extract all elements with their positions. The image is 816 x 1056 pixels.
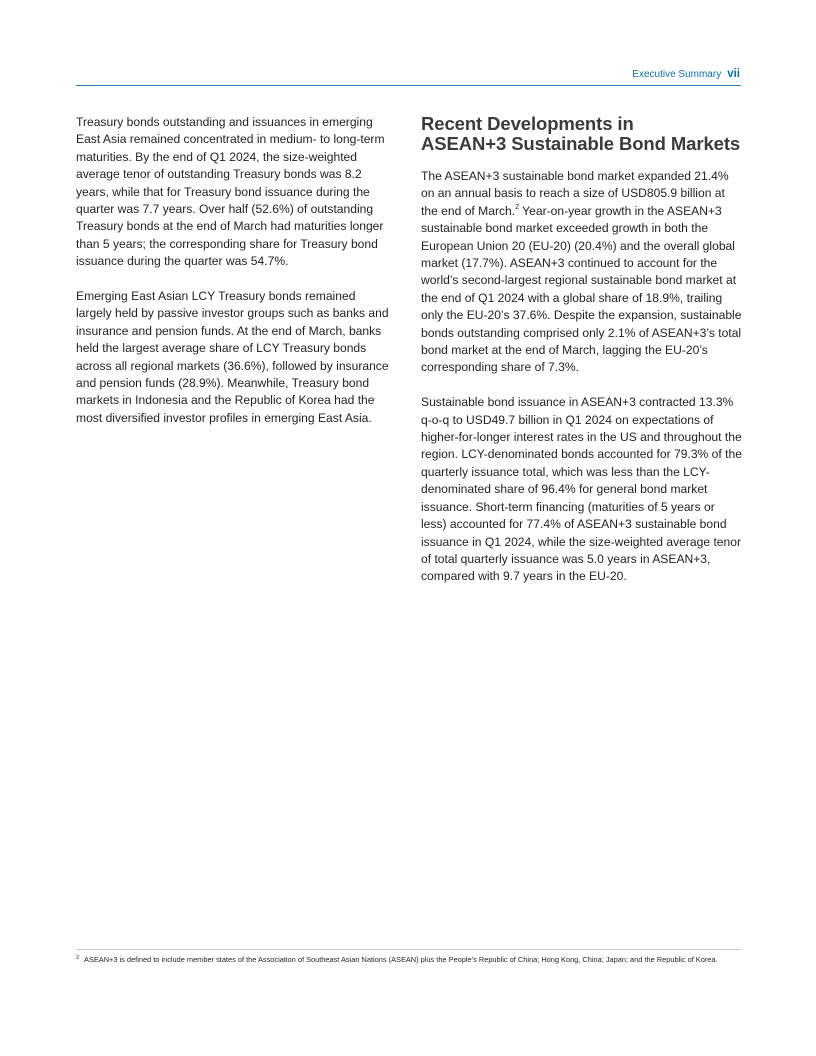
right-column	[421, 114, 743, 603]
section-heading	[421, 114, 743, 154]
running-header-section: Executive Summary	[632, 69, 722, 80]
right-paragraph-1-text-b: Year-on-year growth in the ASEAN+3 sustainable bond market exceeded growth in both the European Union 20 (EU-20) (20.4%) and the overall global market (17.7%). ASEAN+3 continued to account for the world’s second-largest regional sustainable bond market at the end of Q1 2024 with a global share of 18.9%, trailing only the EU-20’s 37.6%. Despite the expansion, sustainable bonds outstanding comprised only 2.1% of ASEAN+3’s total bond market at the end of March, lagging the EU-20’s corresponding share of 7.3%.	[421, 203, 742, 375]
footnote-mark: 2	[76, 955, 80, 961]
right-paragraph-1	[421, 168, 743, 377]
left-column	[76, 114, 390, 445]
section-heading-line-2: ASEAN+3 Sustainable Bond Markets	[421, 133, 741, 154]
running-header	[632, 68, 740, 80]
page-number: vii	[727, 68, 740, 80]
left-paragraph-2: Emerging East Asian LCY Treasury bonds remained largely held by passive investor groups such as banks and insurance and pension funds. At the end of March, banks held the largest average share of LCY Treasury bonds across all regional markets (36.6%), followed by insurance and pension funds (28.9%). Meanwhile, Treasury bond markets in Indonesia and the Republic of Korea had the most diversified investor profiles in emerging East Asia.	[76, 289, 389, 425]
footnote-rule	[76, 949, 741, 950]
footnote	[76, 955, 726, 965]
left-paragraph-1: Treasury bonds outstanding and issuances in emerging East Asia remained concentrated in medium- to long-term maturities. By the end of Q1 2024, the size-weighted average tenor of outstanding Treasury bonds was 8.2 years, while that for Treasury bond issuance during the quarter was 7.7 years. Over half (52.6%) of outstanding Treasury bonds at the end of March had maturities longer than 5 years; the corresponding share for Treasury bond issuance during the quarter was 54.7%.	[76, 115, 385, 269]
right-paragraph-2: Sustainable bond issuance in ASEAN+3 contracted 13.3% q-o-q to USD49.7 billion in Q1 2024 on expectations of higher-for-longer interest rates in the US and throughout the region. LCY-denominated bonds accounted for 79.3% of the quarterly issuance total, which was less than the LCY-denominated share of 96.4% for general bond market issuance. Short-term financing (maturities of 5 years or less) accounted for 77.4% of ASEAN+3 sustainable bond issuance in Q1 2024, while the size-weighted average tenor of total quarterly issuance was 5.0 years in ASEAN+3, compared with 9.7 years in the EU-20.	[421, 395, 742, 584]
section-heading-line-1: Recent Developments in	[421, 113, 634, 134]
footnote-text: ASEAN+3 is defined to include member states of the Association of Southeast Asian Nations (ASEAN) plus the People’s Republic of China; Hong Kong, China; Japan; and the Republic of Korea.	[84, 955, 718, 964]
header-rule	[76, 85, 741, 86]
right-paragraph-1-text-a: The ASEAN+3 sustainable bond market expanded 21.4% on an annual basis to reach a size of USD805.9 billion at the end of March.	[421, 169, 729, 218]
footnote-reference: 2	[515, 203, 520, 211]
